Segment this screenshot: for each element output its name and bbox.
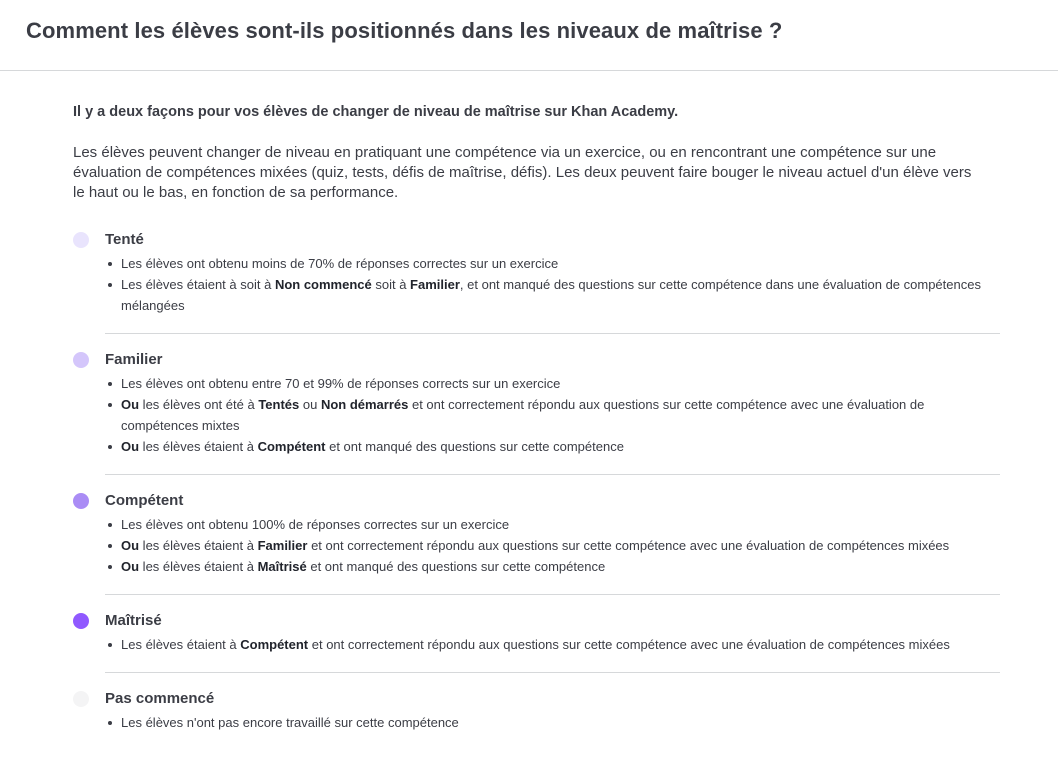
- list-item: Les élèves ont obtenu entre 70 et 99% de réponses corrects sur un exercice: [105, 373, 1000, 394]
- intro-paragraph: Les élèves peuvent changer de niveau en pratiquant une compétence via un exercice, ou en rencontrant une compétence sur une évaluation de compétences mixées (quiz, tests, défis de maîtrise, défis). Les deux peuvent faire bouger le niveau actuel d'un élève vers le haut ou le bas, en fonction de sa performance.: [73, 144, 972, 201]
- list-item: Ou les élèves étaient à Maîtrisé et ont manqué des questions sur cette compétence: [105, 556, 1000, 577]
- level-pas-commence: [73, 673, 1000, 733]
- level-competent-dot-icon: [73, 493, 89, 509]
- list-item: Ou les élèves étaient à Familier et ont correctement répondu aux questions sur cette compétence avec une évaluation de compétences mixées: [105, 535, 1000, 556]
- list-item: Les élèves n'ont pas encore travaillé sur cette compétence: [105, 712, 1000, 733]
- page-title: Comment les élèves sont-ils positionnés dans les niveaux de maîtrise ?: [26, 18, 783, 43]
- level-tente-criteria: [105, 253, 1000, 316]
- list-item: Les élèves ont obtenu 100% de réponses correctes sur un exercice: [105, 514, 1000, 535]
- level-pas-commence-title: Pas commencé: [105, 690, 215, 707]
- level-competent-title: Compétent: [105, 492, 184, 509]
- level-familier-title: Familier: [105, 351, 163, 368]
- list-item: Les élèves étaient à soit à Non commencé soit à Familier, et ont manqué des questions sur cette compétence dans une évaluation de compétences mélangées: [105, 274, 1000, 316]
- list-item: Les élèves étaient à Compétent et ont correctement répondu aux questions sur cette compétence avec une évaluation de compétences mixées: [105, 634, 1000, 655]
- level-competent-criteria: [105, 514, 1000, 577]
- level-pas-commence-criteria: [105, 712, 1000, 733]
- level-tente-dot-icon: [73, 232, 89, 248]
- level-familier-criteria: [105, 373, 1000, 457]
- list-item: Ou les élèves ont été à Tentés ou Non démarrés et ont correctement répondu aux questions sur cette compétence avec une évaluation de compétences mixtes: [105, 394, 1000, 436]
- level-maitrise-criteria: [105, 634, 1000, 655]
- intro-heading: Il y a deux façons pour vos élèves de changer de niveau de maîtrise sur Khan Academy.: [73, 104, 679, 120]
- level-competent: [73, 475, 1000, 594]
- level-maitrise: [73, 595, 1000, 672]
- level-maitrise-title: Maîtrisé: [105, 612, 162, 629]
- level-familier-dot-icon: [73, 352, 89, 368]
- level-tente-title: Tenté: [105, 231, 144, 248]
- page-header: [0, 0, 1058, 71]
- main-content: [0, 71, 1058, 733]
- level-maitrise-dot-icon: [73, 613, 89, 629]
- level-familier: [73, 334, 1000, 474]
- mastery-levels-list: [73, 230, 1000, 733]
- level-pas-commence-dot-icon: [73, 691, 89, 707]
- list-item: Les élèves ont obtenu moins de 70% de réponses correctes sur un exercice: [105, 253, 1000, 274]
- list-item: Ou les élèves étaient à Compétent et ont manqué des questions sur cette compétence: [105, 436, 1000, 457]
- level-tente: [73, 230, 1000, 333]
